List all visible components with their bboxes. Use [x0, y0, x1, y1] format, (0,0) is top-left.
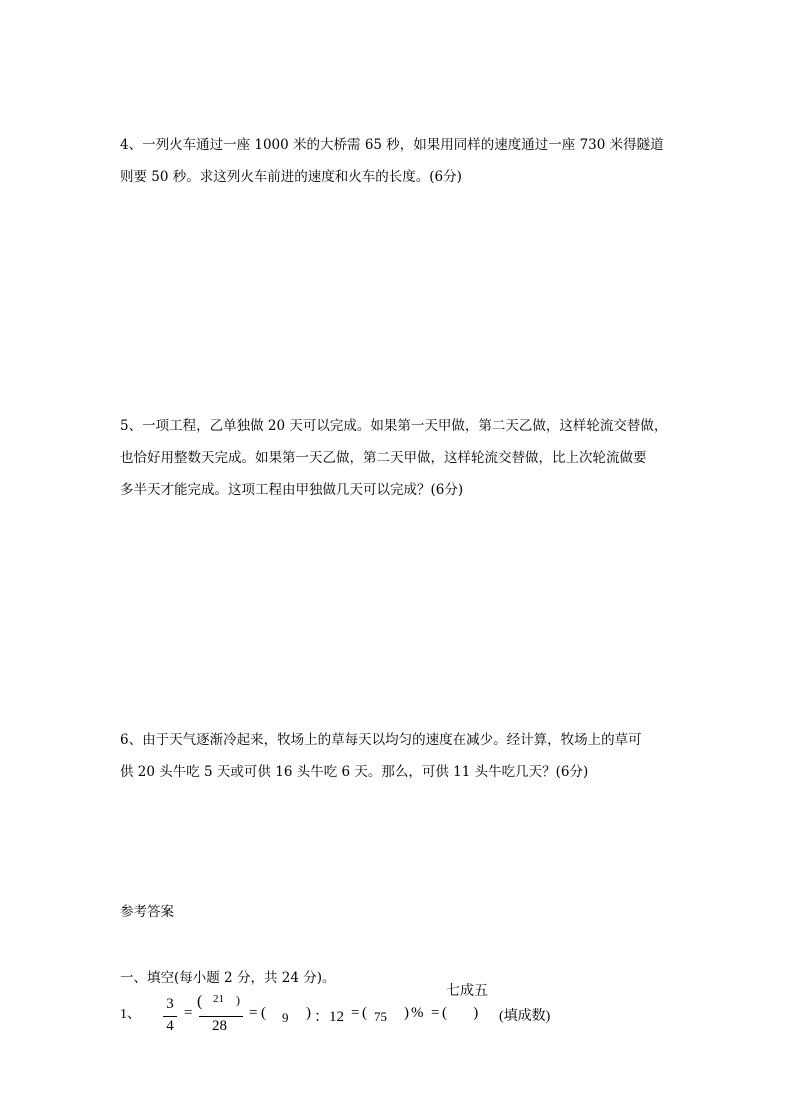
answers-heading: 参考答案: [120, 904, 174, 920]
question-4-line-1: 4、一列火车通过一座 1000 米的大桥需 65 秒，如果用同样的速度通过一座 730 米得隧道: [120, 137, 664, 153]
blank-answer-paren: ( ): [442, 1005, 479, 1021]
fraction-2-open-paren: (: [197, 993, 203, 1010]
question-5-line-1: 5、一项工程，乙单独做 20 天可以完成。如果第一天甲做，第二天乙做，这样轮流交替做，: [120, 418, 668, 434]
fraction-2-denominator: 28: [212, 1018, 227, 1034]
percent-sign: %: [411, 1005, 424, 1021]
equals-2: =: [249, 1005, 258, 1021]
fraction-2-bar: [199, 1016, 243, 1017]
paren-close-b: ): [404, 1005, 409, 1021]
question-5-line-3: 多半天才能完成。这项工程由甲独做几天可以完成？(6分): [120, 482, 464, 498]
fraction-1-numerator: 3: [166, 996, 174, 1012]
paren-open-b: (: [362, 1005, 367, 1021]
equals-1: =: [184, 1005, 193, 1021]
ratio-12: ：12: [314, 1009, 345, 1025]
fraction-2-close-paren: ): [236, 993, 240, 1007]
fraction-2-numerator: 21: [213, 993, 224, 1005]
paren-close-a: ): [306, 1005, 311, 1021]
question-4-line-2: 则要 50 秒。求这列火车前进的速度和火车的长度。(6分): [120, 169, 462, 185]
answer-item-1-index: 1、: [120, 1007, 141, 1022]
fraction-1-denominator: 4: [166, 1018, 174, 1034]
answer-a: 9: [282, 1010, 289, 1025]
question-5-line-2: 也恰好用整数天完成。如果第一天乙做，第二天甲做，这样轮流交替做，比上次轮流做要: [120, 450, 647, 466]
question-6-line-1: 6、由于天气逐渐冷起来，牧场上的草每天以均匀的速度在减少。经计算，牧场上的草可: [120, 732, 642, 748]
equals-4: =: [431, 1005, 440, 1021]
fraction-1-bar: [163, 1016, 177, 1017]
answer-b: 75: [374, 1009, 387, 1024]
fill-instruction: (填成数): [499, 1009, 551, 1024]
question-6-line-2: 供 20 头牛吃 5 天或可供 16 头牛吃 6 天。那么，可供 11 头牛吃几天？(6分): [120, 764, 589, 780]
equals-3: =: [351, 1005, 360, 1021]
answers-section-1-title: 一、填空(每小题 2 分，共 24 分)。: [120, 970, 336, 986]
paren-open-a: (: [261, 1005, 266, 1021]
answer-note-above: 七成五: [446, 983, 488, 999]
